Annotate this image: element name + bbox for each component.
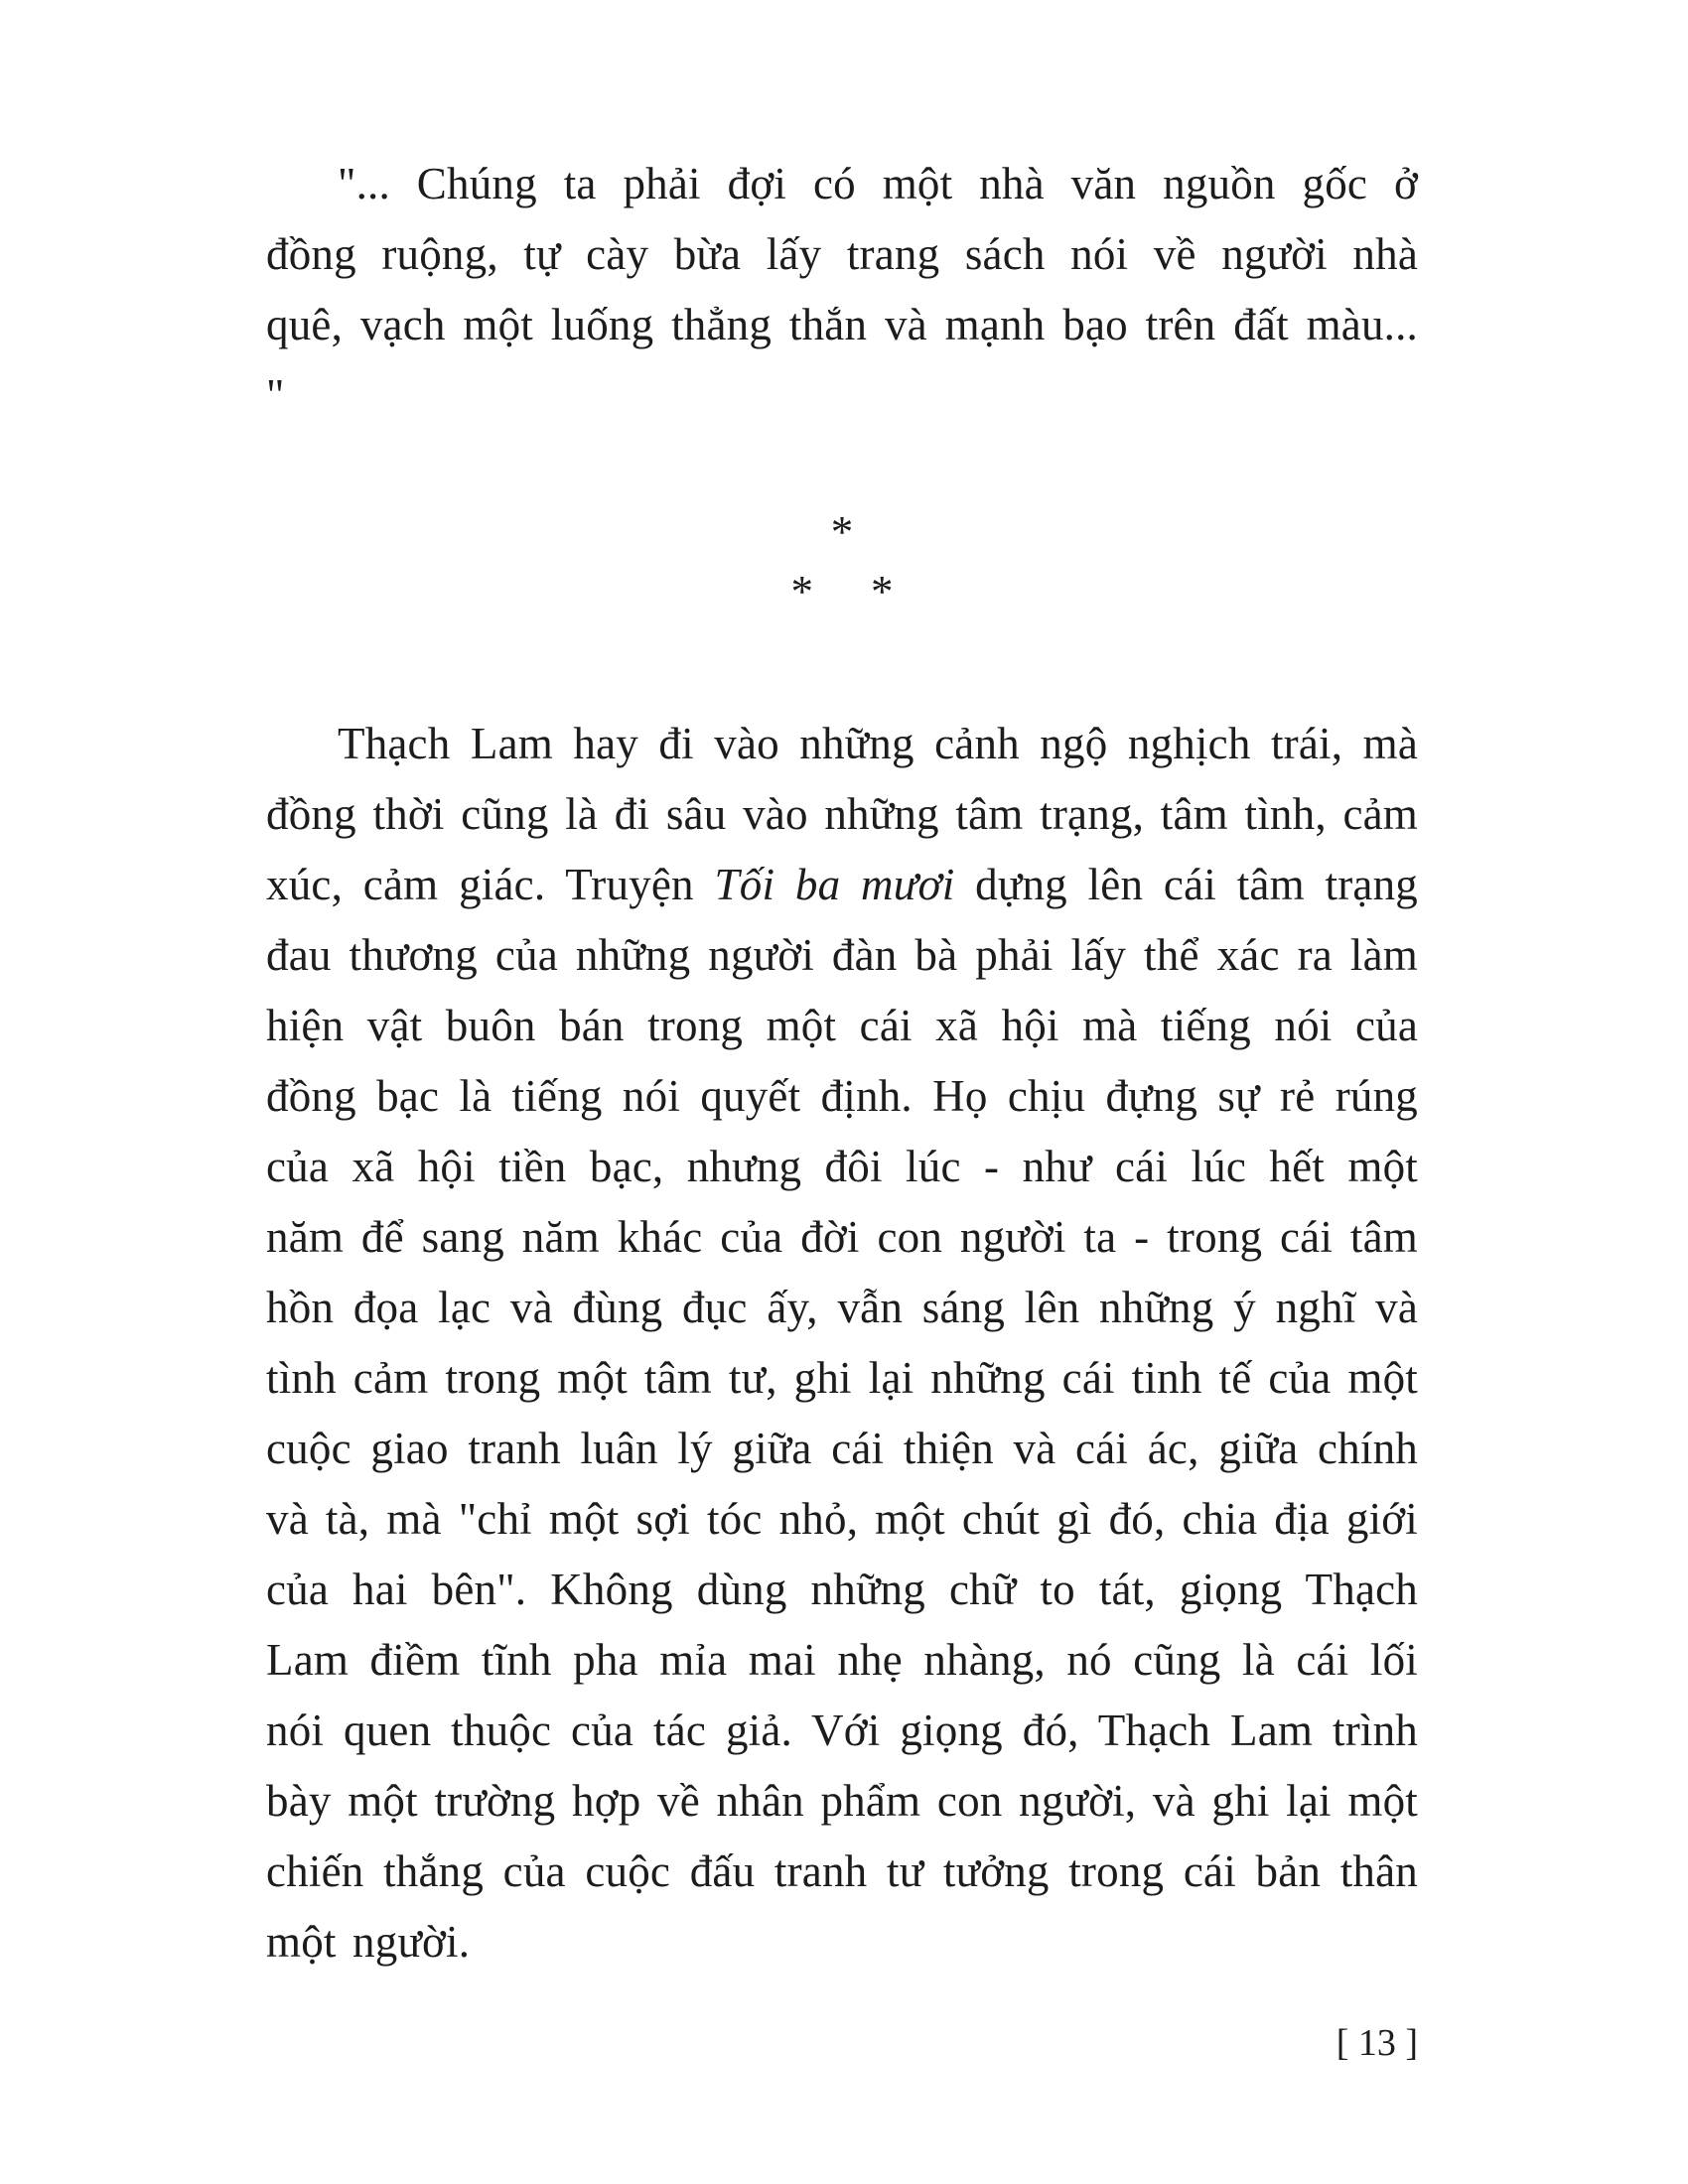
separator-star-top: * bbox=[830, 507, 854, 557]
separator-star-right: * bbox=[871, 567, 894, 616]
section-separator bbox=[266, 502, 1418, 621]
separator-star-row bbox=[266, 562, 1418, 621]
page-number: [ 13 ] bbox=[1336, 2022, 1418, 2064]
body-text-after-title: dựng lên cái tâm trạng đau thương của những người đàn bà phải lấy thể xác ra làm hiện vật buôn bán trong một cái xã hội mà tiếng nói của đồng bạc là tiếng nói quyết định. Họ chịu đựng sự rẻ rúng của xã hội tiền bạc, nhưng đôi lúc - như cái lúc hết một năm để sang năm khác của đời con người ta - trong cái tâm hồn đọa lạc và đùng đục ấy, vẫn sáng lên những ý nghĩ và tình cảm trong một tâm tư, ghi lại những cái tinh tế của một cuộc giao tranh luân lý giữa cái thiện và cái ác, giữa chính và tà, mà "chỉ một sợi tóc nhỏ, một chút gì đó, chia địa giới của hai bên". Không dùng những chữ to tát, giọng Thạch Lam điềm tĩnh pha mỉa mai nhẹ nhàng, nó cũng là cái lối nói quen thuộc của tác giả. Với giọng đó, Thạch Lam trình bày một trường hợp về nhân phẩm con người, và ghi lại một chiến thắng của cuộc đấu tranh tư tưởng trong cái bản thân một người. bbox=[266, 860, 1418, 1967]
body-paragraph bbox=[266, 709, 1418, 1978]
body-text-before-title: Thạch Lam hay đi vào những cảnh ngộ nghịch trái, mà đồng thời cũng là đi sâu vào những tâm trạng, tâm tình, cảm xúc, cảm giác. Truyện bbox=[266, 719, 1418, 909]
page-text-block bbox=[266, 0, 1418, 2184]
page-content bbox=[266, 0, 1418, 2067]
quote-paragraph: "... Chúng ta phải đợi có một nhà văn nguồn gốc ở đồng ruộng, tự cày bừa lấy trang sách nói về người nhà quê, vạch một luống thẳng thắn và mạnh bạo trên đất màu... " bbox=[266, 159, 1418, 420]
story-title-italic: Tối ba mươi bbox=[714, 860, 955, 909]
separator-star-left: * bbox=[790, 567, 813, 616]
